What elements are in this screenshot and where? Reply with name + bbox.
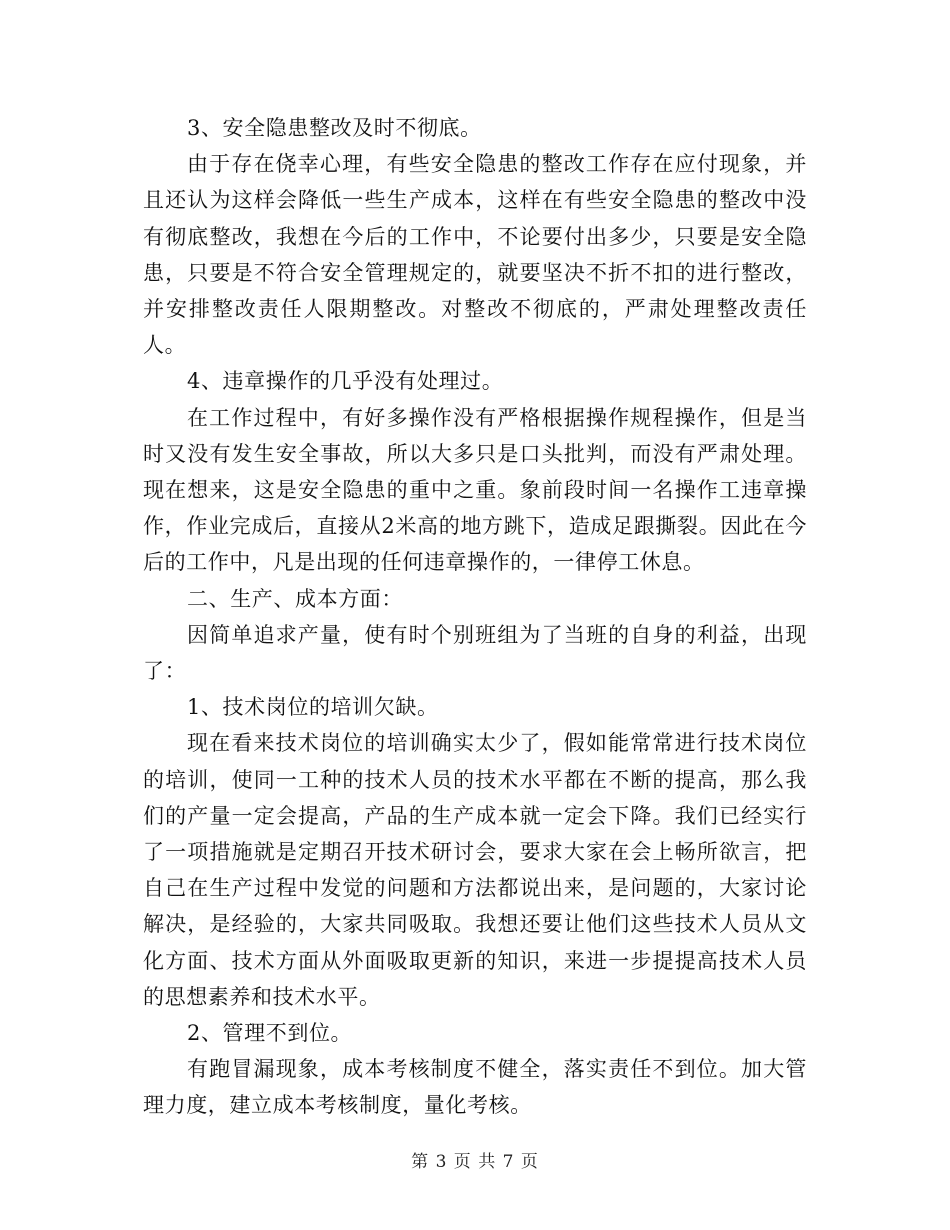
heading-item-1: 1、技术岗位的培训欠缺。 [187, 695, 439, 720]
paragraph: 现在看来技术岗位的培训确实太少了，假如能常常进行技术岗位的培训，使同一工种的技术人员的技术水平都在不断的提高，那么我们的产量一定会提高，产品的生产成本就一定会下降。我们已经实行了一项措施就是定期召开技术研讨会，要求大家在会上畅所欲言，把自己在生产过程中发觉的问题和方法都说出来，是问题的，大家讨论解决，是经验的，大家共同吸取。我想还要让他们这些技术人员从文化方面、技术方面从外面吸取更新的知识，来进一步提提高技术人员的思想素养和技术水平。 [143, 731, 807, 1009]
paragraph: 在工作过程中，有好多操作没有严格根据操作规程操作，但是当时又没有发生安全事故，所以大多只是口头批判，而没有严肃处理。现在想来，这是安全隐患的重中之重。象前段时间一名操作工违章操作，作业完成后，直接从2米高的地方跳下，造成足跟撕裂。因此在今后的工作中，凡是出现的任何违章操作的，一律停工休息。 [143, 405, 807, 575]
page-number-footer: 第 3 页 共 7 页 [411, 1152, 539, 1172]
paragraph: 因简单追求产量，使有时个别班组为了当班的自身的利益，出现了： [143, 622, 807, 684]
document-body [143, 110, 807, 1124]
section-heading: 二、生产、成本方面： [187, 586, 403, 611]
heading-item-3: 3、安全隐患整改及时不彻底。 [187, 116, 482, 140]
paragraph: 有跑冒漏现象，成本考核制度不健全，落实责任不到位。加大管理力度，建立成本考核制度，量化考核。 [143, 1057, 807, 1118]
heading-item-4: 4、违章操作的几乎没有处理过。 [187, 369, 504, 394]
paragraph: 由于存在侥幸心理，有些安全隐患的整改工作存在应付现象，并且还认为这样会降低一些生产成本，这样在有些安全隐患的整改中没有彻底整改，我想在今后的工作中，不论要付出多少，只要是安全隐患，只要是不符合安全管理规定的，就要坚决不折不扣的进行整改，并安排整改责任人限期整改。对整改不彻底的，严肃处理整改责任人。 [143, 152, 807, 358]
heading-item-2: 2、管理不到位。 [187, 1021, 353, 1046]
